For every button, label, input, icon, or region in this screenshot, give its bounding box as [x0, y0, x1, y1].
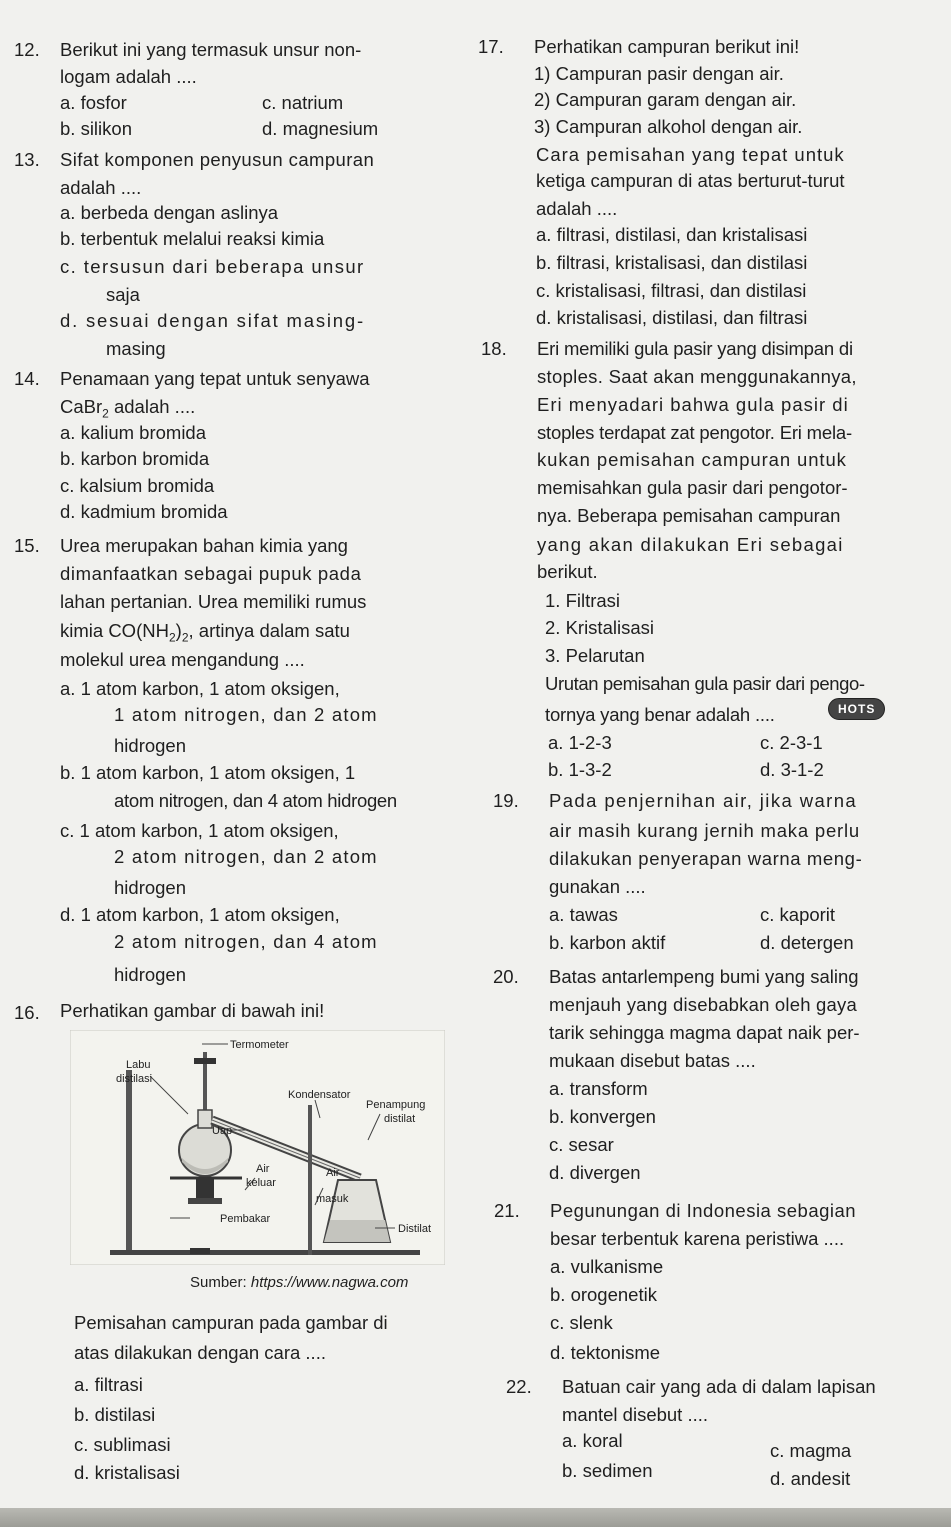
q16-option-d[interactable]: d. kristalisasi — [74, 1462, 180, 1483]
q15-option-d[interactable]: d. 1 atom karbon, 1 atom oksigen, — [60, 904, 340, 925]
q17-option-b[interactable]: b. filtrasi, kristalisasi, dan distilasi — [536, 252, 808, 273]
q19-stem-line1: Pada penjernihan air, jika warna — [549, 790, 858, 811]
q13-option-d[interactable]: d. sesuai dengan sifat masing- — [60, 310, 365, 331]
label-distilasi: distilasi — [116, 1073, 153, 1085]
q16-after-line1: Pemisahan campuran pada gambar di — [74, 1312, 388, 1333]
q19-number: 19. — [493, 790, 519, 811]
stand-rod — [126, 1070, 132, 1255]
label-kondensator: Kondensator — [288, 1089, 351, 1101]
q20-number: 20. — [493, 966, 519, 987]
q19-option-a[interactable]: a. tawas — [549, 904, 618, 925]
q16-stem: Perhatikan gambar di bawah ini! — [60, 1000, 325, 1021]
q12-option-d[interactable]: d. magnesium — [262, 118, 379, 139]
label-air-masuk-1: Air — [326, 1167, 340, 1179]
q18-after-line2: tornya yang benar adalah .... — [545, 704, 775, 725]
q17-option-c[interactable]: c. kristalisasi, filtrasi, dan distilasi — [536, 280, 807, 301]
q15-option-d-cont1: 2 atom nitrogen, dan 4 atom — [114, 931, 378, 952]
q17-option-a[interactable]: a. filtrasi, distilasi, dan kristalisasi — [536, 224, 808, 245]
q15-option-a[interactable]: a. 1 atom karbon, 1 atom oksigen, — [60, 678, 340, 699]
q21-stem-line1: Pegunungan di Indonesia sebagian — [550, 1200, 857, 1221]
q18-option-c[interactable]: c. 2-3-1 — [760, 732, 823, 753]
q14-stem-line2: CaBr$_2$ adalah .... — [60, 396, 196, 421]
q20-stem-line3: tarik sehingga magma dapat naik per- — [549, 1022, 860, 1043]
q17-after-line3: adalah .... — [536, 198, 618, 219]
q20-stem-line4: mukaan disebut batas .... — [549, 1050, 756, 1071]
q15-option-b-cont: atom nitrogen, dan 4 atom hidrogen — [114, 790, 397, 811]
q15-option-a-cont1: 1 atom nitrogen, dan 2 atom — [114, 704, 378, 725]
q15-option-b[interactable]: b. 1 atom karbon, 1 atom oksigen, 1 — [60, 762, 356, 783]
q15-option-c-cont1: 2 atom nitrogen, dan 2 atom — [114, 846, 378, 867]
image-source: Sumber: https://www.nagwa.com — [190, 1274, 409, 1291]
q17-item-1: 1) Campuran pasir dengan air. — [534, 63, 784, 84]
hots-badge: HOTS — [828, 698, 885, 720]
q17-after-line1: Cara pemisahan yang tepat untuk — [536, 144, 845, 165]
q18-option-a[interactable]: a. 1-2-3 — [548, 732, 612, 753]
q15-stem-line3: lahan pertanian. Urea memiliki rumus — [60, 591, 367, 612]
q14-option-d[interactable]: d. kadmium bromida — [60, 501, 228, 522]
q16-number: 16. — [14, 1002, 40, 1023]
q12-option-c[interactable]: c. natrium — [262, 92, 344, 113]
q18-stem-line5: kukan pemisahan campuran untuk — [537, 449, 847, 470]
label-air-keluar-1: Air — [256, 1163, 270, 1175]
q18-option-b[interactable]: b. 1-3-2 — [548, 759, 612, 780]
q12-stem-line1: Berikut ini yang termasuk unsur non- — [60, 39, 362, 60]
q22-option-a[interactable]: a. koral — [562, 1430, 623, 1451]
q17-item-3: 3) Campuran alkohol dengan air. — [534, 116, 803, 137]
q19-stem-line3: dilakukan penyerapan warna meng- — [549, 848, 863, 869]
q16-option-a[interactable]: a. filtrasi — [74, 1374, 143, 1395]
q12-number: 12. — [14, 39, 40, 60]
q18-stem-line9: berikut. — [537, 561, 598, 582]
q20-stem-line1: Batas antarlempeng bumi yang saling — [549, 966, 859, 987]
q20-option-d[interactable]: d. divergen — [549, 1162, 641, 1183]
q18-stem-line2: stoples. Saat akan menggunakannya, — [537, 366, 857, 387]
label-air-keluar-2: keluar — [246, 1177, 276, 1189]
q19-option-c[interactable]: c. kaporit — [760, 904, 836, 925]
q21-number: 21. — [494, 1200, 520, 1221]
q13-option-a[interactable]: a. berbeda dengan aslinya — [60, 202, 279, 223]
q17-item-2: 2) Campuran garam dengan air. — [534, 89, 797, 110]
q15-option-c-cont2: hidrogen — [114, 877, 187, 898]
label-air-masuk-2: masuk — [316, 1193, 349, 1205]
q13-option-b[interactable]: b. terbentuk melalui reaksi kimia — [60, 228, 325, 249]
distillation-diagram — [70, 1030, 445, 1265]
q18-item-2: 2. Kristalisasi — [545, 617, 654, 638]
q18-stem-line1: Eri memiliki gula pasir yang disimpan di — [537, 338, 853, 359]
q14-stem-line1: Penamaan yang tepat untuk senyawa — [60, 368, 370, 389]
q12-option-a[interactable]: a. fosfor — [60, 92, 127, 113]
q15-formula: $CO(NH_2)_2$ — [108, 620, 189, 645]
q22-stem-line2: mantel disebut .... — [562, 1404, 709, 1425]
q14-option-c[interactable]: c. kalsium bromida — [60, 475, 215, 496]
q16-option-c[interactable]: c. sublimasi — [74, 1434, 171, 1455]
burner — [196, 1178, 214, 1198]
q15-stem-line1: Urea merupakan bahan kimia yang — [60, 535, 348, 556]
q21-option-b[interactable]: b. orogenetik — [550, 1284, 657, 1305]
q16-option-b[interactable]: b. distilasi — [74, 1404, 156, 1425]
q22-option-c[interactable]: c. magma — [770, 1440, 852, 1461]
q22-option-b[interactable]: b. sedimen — [562, 1460, 653, 1481]
q18-stem-line8: yang akan dilakukan Eri sebagai — [537, 534, 844, 555]
q18-option-d[interactable]: d. 3-1-2 — [760, 759, 824, 780]
label-pembakar: Pembakar — [220, 1213, 271, 1225]
q15-number: 15. — [14, 535, 40, 556]
q18-number: 18. — [481, 338, 507, 359]
q17-stem: Perhatikan campuran berikut ini! — [534, 36, 800, 57]
q13-option-d-cont: masing — [106, 338, 166, 359]
page-bottom-edge — [0, 1508, 951, 1527]
q19-option-b[interactable]: b. karbon aktif — [549, 932, 666, 953]
q15-stem-line5: molekul urea mengandung .... — [60, 649, 305, 670]
q21-option-d[interactable]: d. tektonisme — [550, 1342, 661, 1363]
q15-option-a-cont2: hidrogen — [114, 735, 187, 756]
q22-stem-line1: Batuan cair yang ada di dalam lapisan — [562, 1376, 876, 1397]
q20-option-b[interactable]: b. konvergen — [549, 1106, 656, 1127]
q20-stem-line2: menjauh yang disebabkan oleh gaya — [549, 994, 857, 1015]
base-line — [110, 1250, 420, 1255]
q20-option-c[interactable]: c. sesar — [549, 1134, 614, 1155]
q15-stem-line2: dimanfaatkan sebagai pupuk pada — [60, 563, 362, 584]
label-distilat: Distilat — [398, 1223, 432, 1235]
label-uap: Uap — [212, 1125, 233, 1137]
q15-stem-line4: kimia $CO(NH_2)_2$, artinya dalam satu — [60, 620, 350, 645]
q12-stem-line2: logam adalah .... — [60, 66, 197, 87]
q13-option-c-cont: saja — [106, 284, 140, 305]
q14-option-a[interactable]: a. kalium bromida — [60, 422, 207, 443]
q19-option-d[interactable]: d. detergen — [760, 932, 854, 953]
q18-item-1: 1. Filtrasi — [545, 590, 621, 611]
q14-number: 14. — [14, 368, 40, 389]
q15-option-d-cont2: hidrogen — [114, 964, 187, 985]
q21-option-a[interactable]: a. vulkanisme — [550, 1256, 664, 1277]
q18-after-line1: Urutan pemisahan gula pasir dari pengo- — [545, 673, 865, 694]
q22-option-d[interactable]: d. andesit — [770, 1468, 851, 1489]
label-distilat-top: distilat — [384, 1113, 416, 1125]
q15-option-c[interactable]: c. 1 atom karbon, 1 atom oksigen, — [60, 820, 339, 841]
q18-stem-line4: stoples terdapat zat pengotor. Eri mela- — [537, 422, 852, 443]
q18-item-3: 3. Pelarutan — [545, 645, 645, 666]
q13-stem-line1: Sifat komponen penyusun campuran — [60, 149, 375, 170]
q13-number: 13. — [14, 149, 40, 170]
q22-number: 22. — [506, 1376, 532, 1397]
q14-option-b[interactable]: b. karbon bromida — [60, 448, 210, 469]
q20-option-a[interactable]: a. transform — [549, 1078, 648, 1099]
q17-number: 17. — [478, 36, 504, 57]
label-labu: Labu — [126, 1059, 151, 1071]
q21-stem-line2: besar terbentuk karena peristiwa .... — [550, 1228, 845, 1249]
q16-after-line2: atas dilakukan dengan cara .... — [74, 1342, 326, 1363]
q18-stem-line3: Eri menyadari bahwa gula pasir di — [537, 394, 849, 415]
q18-stem-line7: nya. Beberapa pemisahan campuran — [537, 505, 841, 526]
q13-stem-line2: adalah .... — [60, 177, 142, 198]
q18-stem-line6: memisahkan gula pasir dari pengotor- — [537, 477, 848, 498]
label-penampung: Penampung — [366, 1099, 426, 1111]
q21-option-c[interactable]: c. slenk — [550, 1312, 613, 1333]
q13-option-c[interactable]: c. tersusun dari beberapa unsur — [60, 256, 365, 277]
q19-stem-line2: air masih kurang jernih maka perlu — [549, 820, 860, 841]
q14-formula: CaBr$_2$ — [60, 396, 109, 421]
q19-stem-line4: gunakan .... — [549, 876, 646, 897]
q17-after-line2: ketiga campuran di atas berturut-turut — [536, 170, 845, 191]
q17-option-d[interactable]: d. kristalisasi, distilasi, dan filtrasi — [536, 307, 808, 328]
label-termometer: Termometer — [230, 1039, 289, 1051]
q12-option-b[interactable]: b. silikon — [60, 118, 132, 139]
